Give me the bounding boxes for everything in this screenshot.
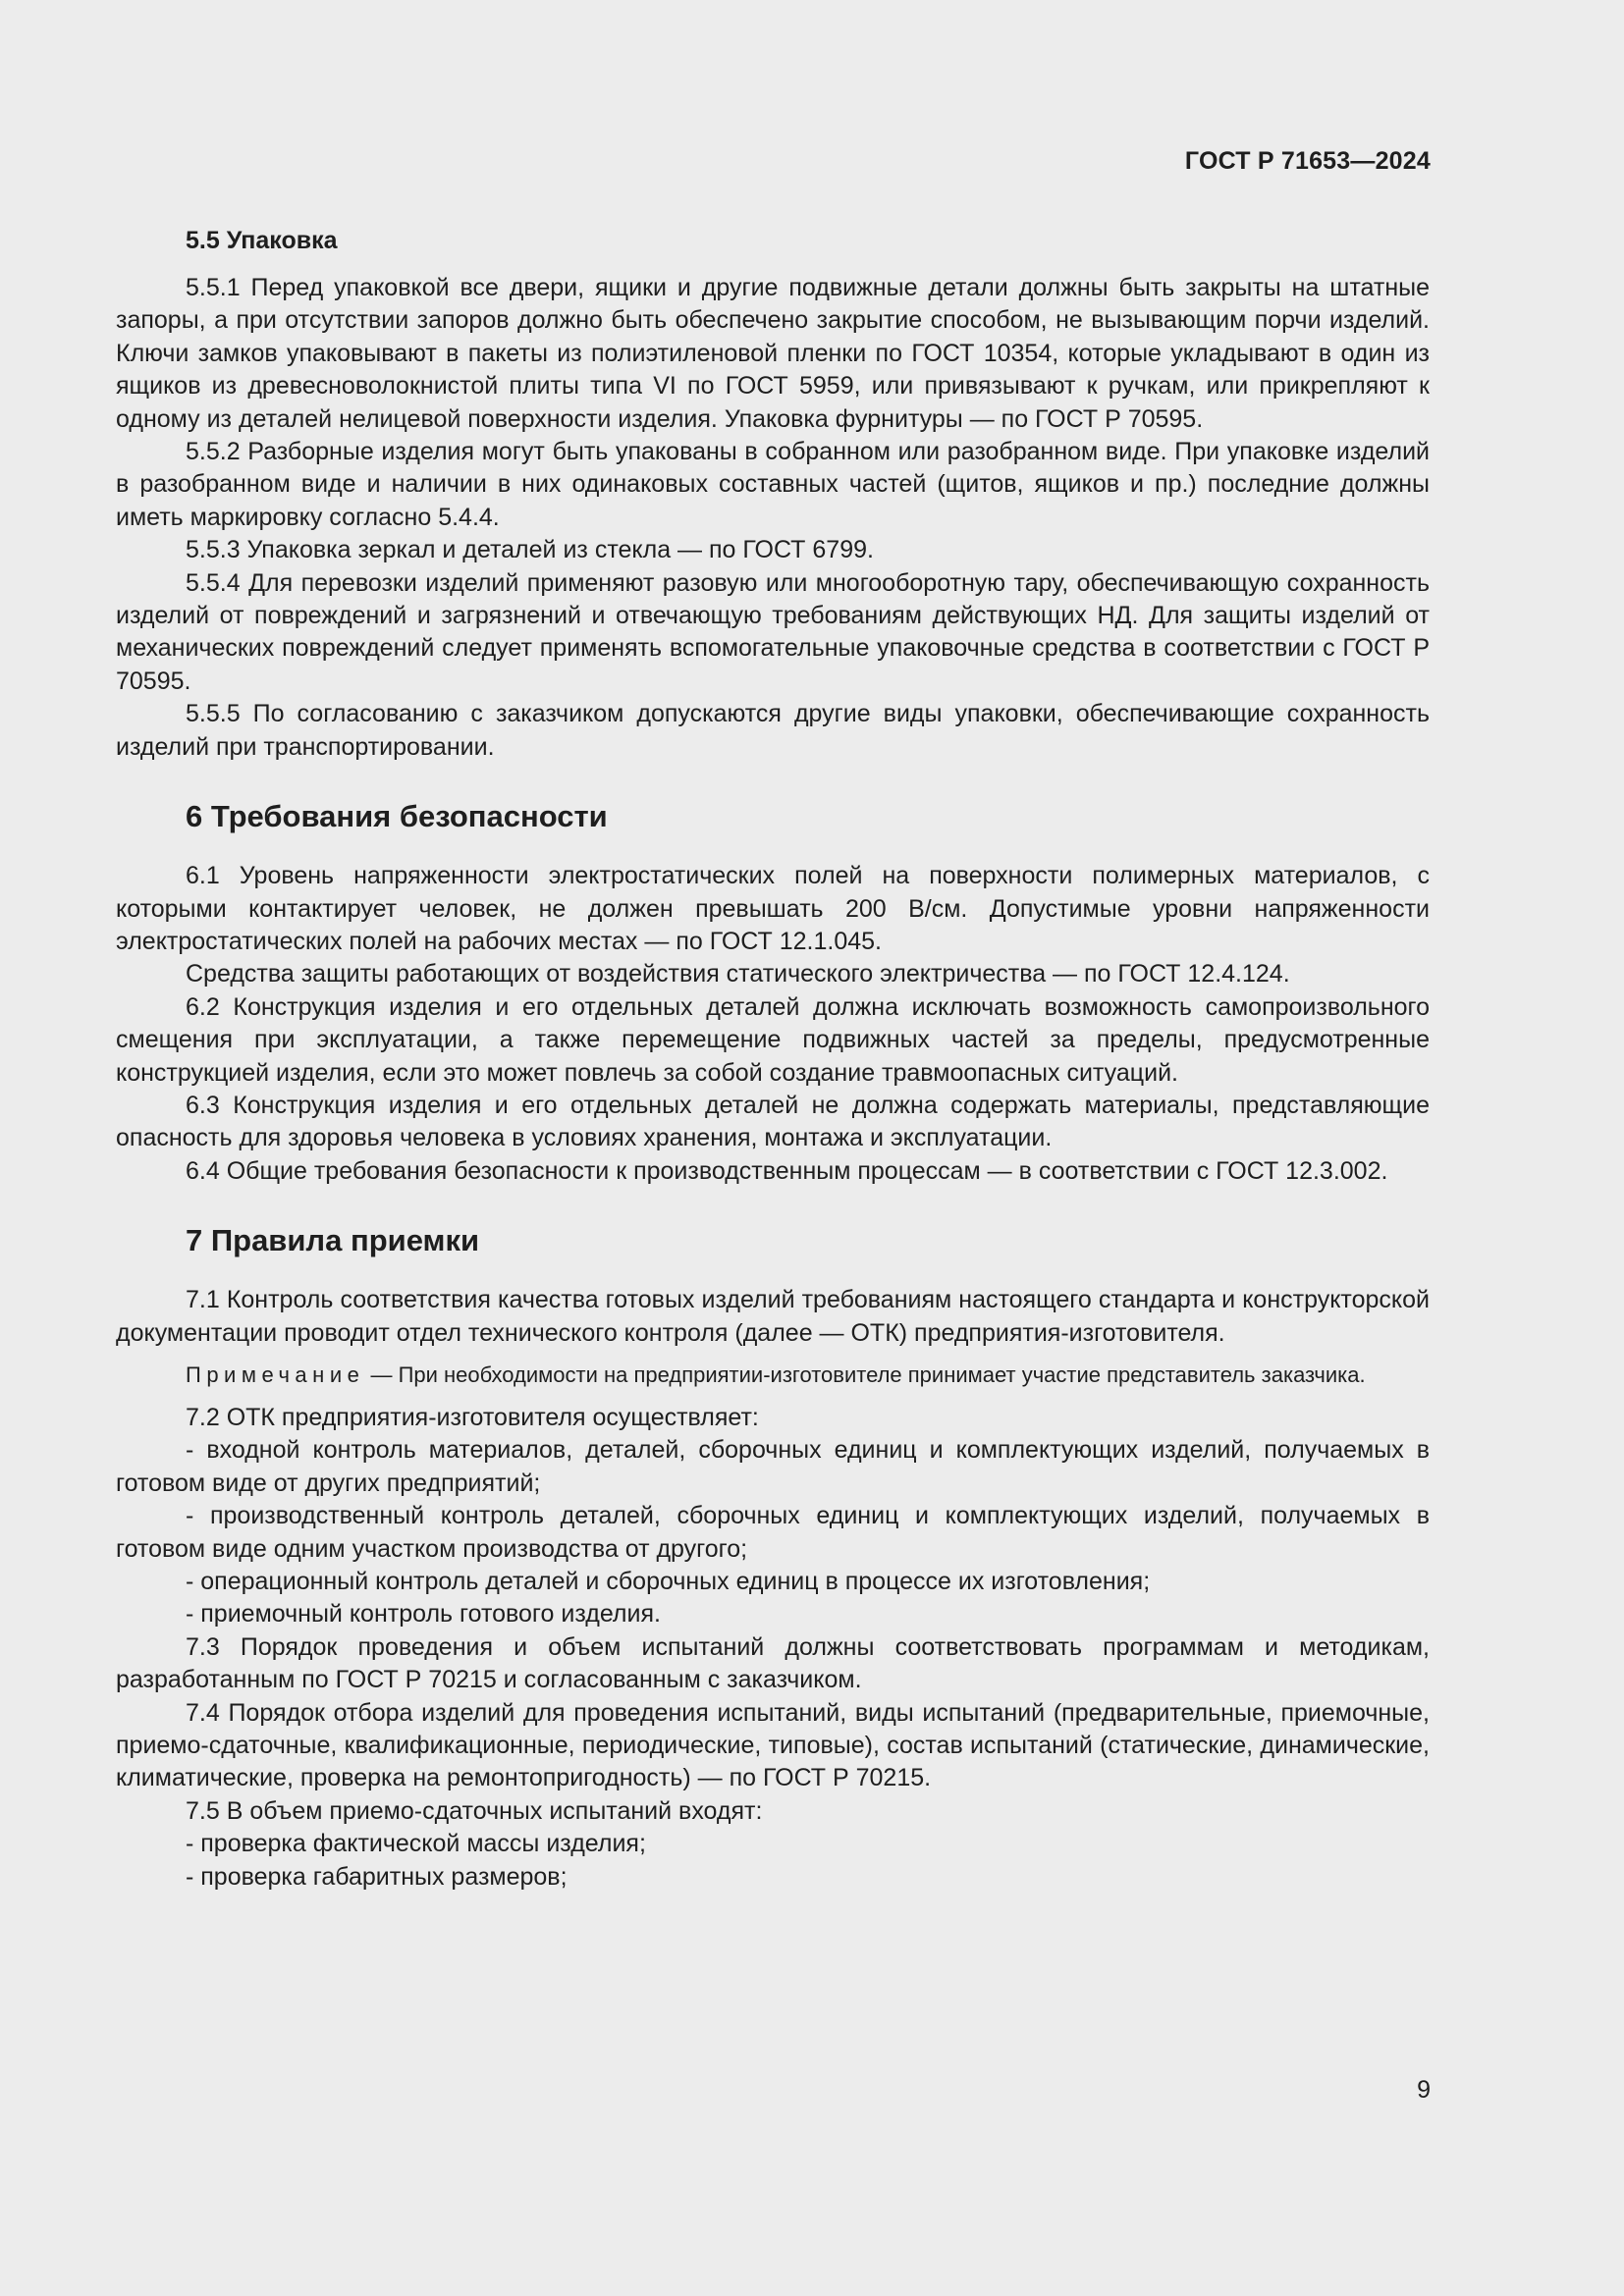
paragraph-6-1: 6.1 Уровень напряженности электростатических полей на поверхности полимерных материалов, с которыми контактирует человек, не должен превышать 200 В/см. Допустимые уровни напряженности электростатических полей на рабочих местах — по ГОСТ 12.1.045. [116, 862, 1430, 955]
list-item-production-control: - производственный контроль деталей, сборочных единиц и комплектующих изделий, получаемых в готовом виде одним участком производства от другого; [116, 1502, 1430, 1563]
paragraph-7-3: 7.3 Порядок проведения и объем испытаний должны соответствовать программам и методикам, разработанным по ГОСТ Р 70215 и согласованным с заказчиком. [116, 1632, 1430, 1694]
paragraph-6-4: 6.4 Общие требования безопасности к производственным процессам — в соответствии с ГОСТ 12.3.002. [186, 1156, 1388, 1185]
page-content [116, 225, 1430, 1894]
note [116, 1361, 1430, 1390]
section-heading-7: 7 Правила приемки [186, 1223, 480, 1258]
paragraph-7-2: 7.2 ОТК предприятия-изготовителя осуществляет: [186, 1403, 759, 1431]
document-code: ГОСТ Р 71653—2024 [1184, 147, 1431, 175]
page-number: 9 [1417, 2076, 1431, 2104]
list-item-dimensions-check: - проверка габаритных размеров; [186, 1862, 568, 1891]
paragraph-5-5-5: 5.5.5 По согласованию с заказчиком допускаются другие виды упаковки, обеспечивающие сохранность изделий при транспортировании. [116, 700, 1430, 761]
section-heading-6: 6 Требования безопасности [186, 799, 608, 834]
paragraph-7-1: 7.1 Контроль соответствия качества готовых изделий требованиям настоящего стандарта и конструкторской документации проводит отдел технического контроля (далее — ОТК) предприятия-изготовителя. [116, 1286, 1430, 1347]
subsection-heading-5-5: 5.5 Упаковка [186, 227, 338, 254]
paragraph-5-5-1: 5.5.1 Перед упаковкой все двери, ящики и другие подвижные детали должны быть закрыты на штатные запоры, а при отсутствии запоров должно быть обеспечено закрытие способом, не вызывающим порчи изделий. Ключи замков упаковывают в пакеты из полиэтиленовой пленки по ГОСТ 10354, которые укладывают в один из ящиков из древесноволокнистой плиты типа VI по ГОСТ 5959, или привязывают к ручкам, или прикрепляют к одному из деталей нелицевой поверхности изделия. Упаковка фурнитуры — по ГОСТ Р 70595. [116, 274, 1430, 433]
list-item-mass-check: - проверка фактической массы изделия; [186, 1830, 646, 1858]
paragraph-6-3: 6.3 Конструкция изделия и его отдельных деталей не должна содержать материалы, представляющие опасность для здоровья человека в условиях хранения, монтажа и эксплуатации. [116, 1091, 1430, 1152]
list-item-incoming-control: - входной контроль материалов, деталей, сборочных единиц и комплектующих изделий, получаемых в готовом виде от других предприятий; [116, 1436, 1430, 1497]
paragraph-5-5-2: 5.5.2 Разборные изделия могут быть упакованы в собранном или разобранном виде. При упаковке изделий в разобранном виде и наличии в них одинаковых составных частей (щитов, ящиков и пр.) последние должны иметь маркировку согласно 5.4.4. [116, 438, 1430, 531]
paragraph-6-2: 6.2 Конструкция изделия и его отдельных деталей должна исключать возможность самопроизвольного смещения при эксплуатации, а также перемещение подвижных частей за пределы, предусмотренные конструкцией изделия, если это может повлечь за собой создание травмоопасных ситуаций. [116, 992, 1430, 1087]
paragraph-7-4: 7.4 Порядок отбора изделий для проведения испытаний, виды испытаний (предварительные, приемочные, приемо-сдаточные, квалификационные, периодические, типовые), состав испытаний (статические, динамические, климатические, проверка на ремонтопригодность) — по ГОСТ Р 70215. [116, 1698, 1430, 1792]
paragraph-5-5-4: 5.5.4 Для перевозки изделий применяют разовую или многооборотную тару, обеспечивающую сохранность изделий от повреждений и загрязнений и отвечающую требованиям действующих НД. Для защиты изделий от механических повреждений следует применять вспомогательные упаковочные средства в соответствии с ГОСТ Р 70595. [116, 568, 1430, 695]
paragraph-6-1-means: Средства защиты работающих от воздействия статического электричества — по ГОСТ 12.4.124. [186, 960, 1290, 988]
paragraph-7-5: 7.5 В объем приемо-сдаточных испытаний входят: [186, 1796, 763, 1825]
paragraph-5-5-3: 5.5.3 Упаковка зеркал и деталей из стекла — по ГОСТ 6799. [186, 536, 874, 564]
note-text: — При необходимости на предприятии-изготовителе принимает участие представитель заказчика. [364, 1362, 1366, 1387]
list-item-acceptance-control: - приемочный контроль готового изделия. [186, 1600, 661, 1629]
list-item-operational-control: - операционный контроль деталей и сборочных единиц в процессе их изготовления; [186, 1568, 1151, 1595]
note-label: Примечание [186, 1362, 365, 1387]
